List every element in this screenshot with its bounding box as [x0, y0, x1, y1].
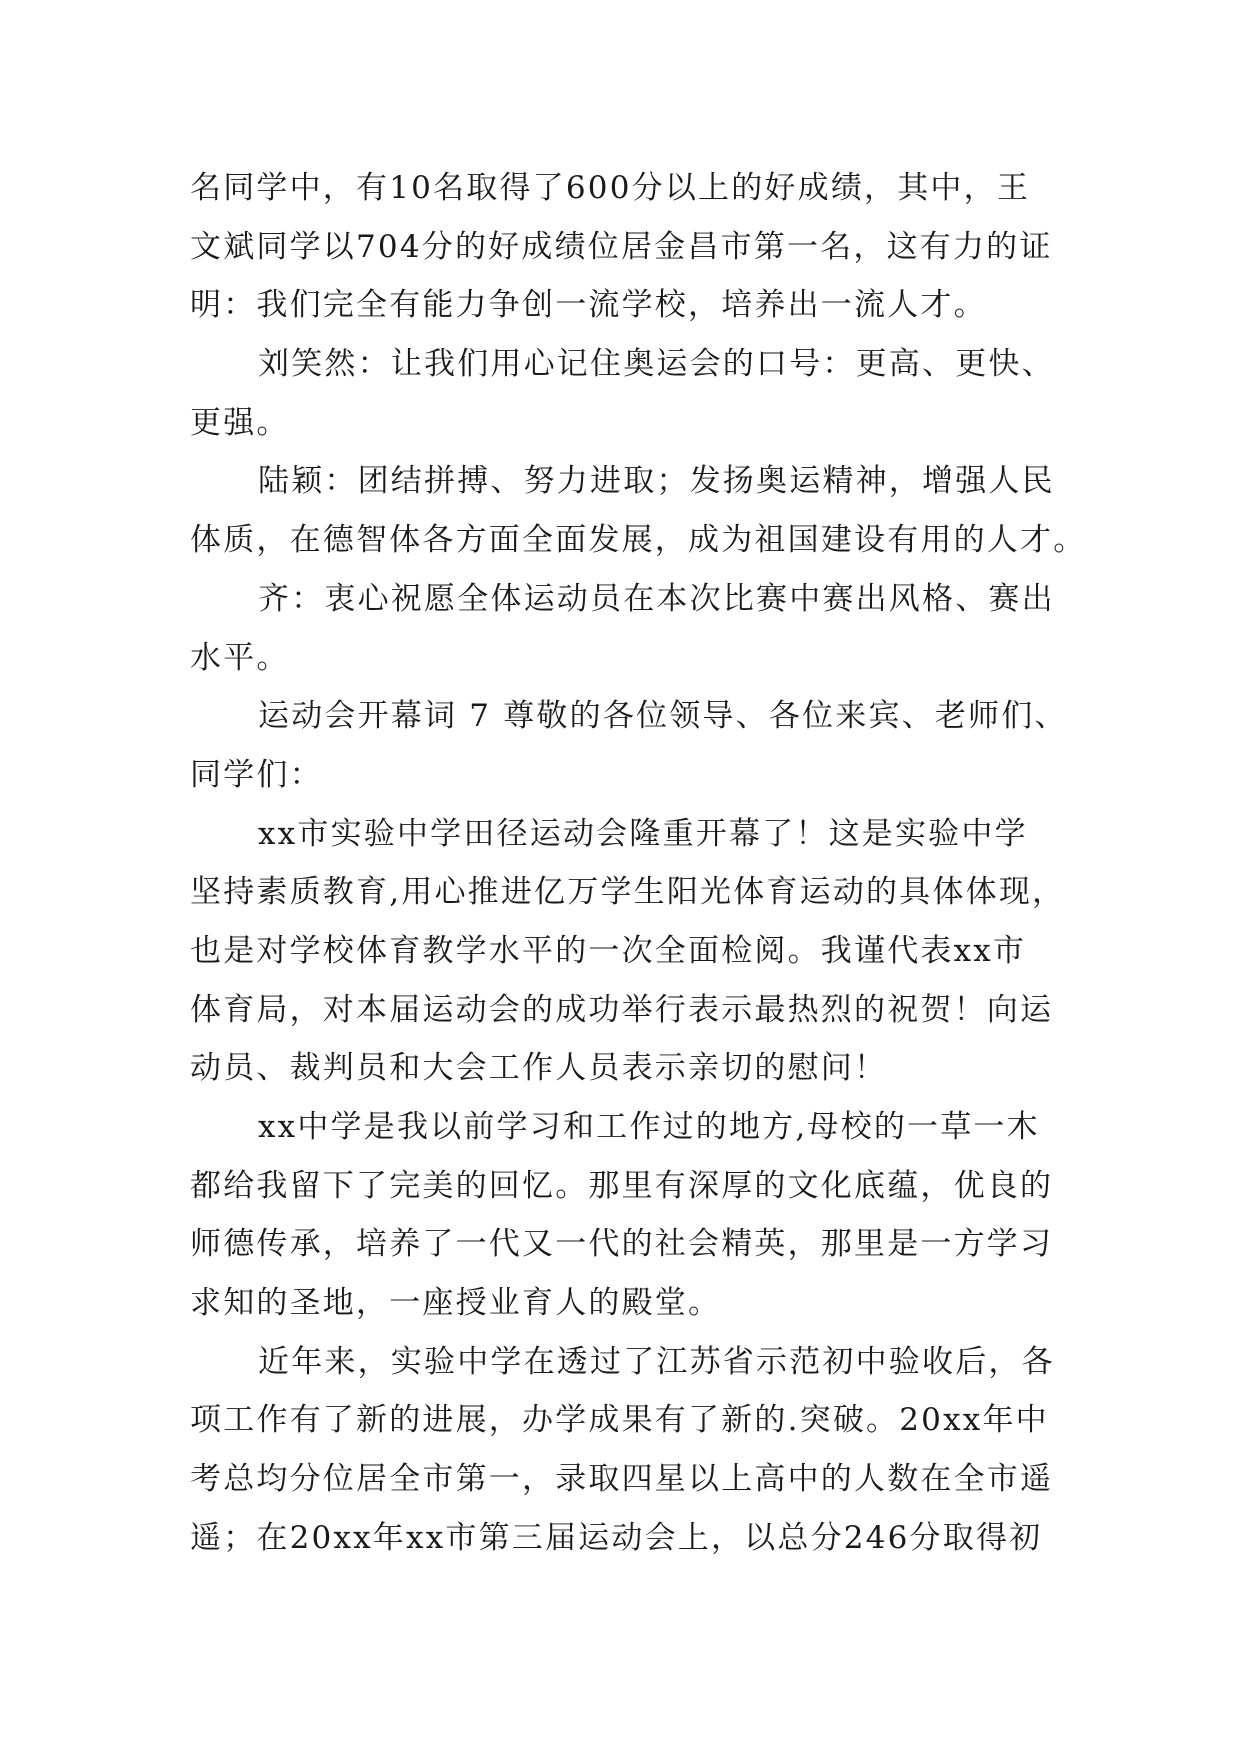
document-line: 动员、裁判员和大会工作人员表示亲切的慰问！: [190, 1050, 888, 1087]
document-line: xx市实验中学田径运动会隆重开幕了！这是实验中学: [258, 815, 1028, 852]
document-line: 运动会开幕词 7 尊敬的各位领导、各位来宾、老师们、: [258, 698, 1068, 735]
document-line: 体育局，对本届运动会的成功举行表示最热烈的祝贺！向运: [190, 991, 1054, 1028]
document-line: 近年来，实验中学在透过了江苏省示范初中验收后，各: [258, 1343, 1055, 1380]
document-line: 也是对学校体育教学水平的一次全面检阅。我谨代表xx市: [190, 932, 1027, 969]
document-line: 项工作有了新的进展，办学成果有了新的.突破。20xx年中: [190, 1402, 1049, 1439]
document-line: 明：我们完全有能力争创一流学校，培养出一流人才。: [190, 287, 987, 324]
document-line: 体质，在德智体各方面全面发展，成为祖国建设有用的人才。: [190, 522, 1087, 559]
document-line: 坚持素质教育,用心推进亿万学生阳光体育运动的具体体现，: [190, 874, 1066, 911]
document-line: 师德传承，培养了一代又一代的社会精英，那里是一方学习: [190, 1226, 1054, 1263]
document-line: 陆颖：团结拼搏、努力进取；发扬奥运精神，增强人民: [258, 463, 1055, 500]
document-line: 水平。: [190, 639, 290, 676]
document-line: 同学们：: [190, 756, 323, 793]
document-line: 更强。: [190, 404, 290, 441]
document-line: 名同学中，有10名取得了600分以上的好成绩，其中，王: [190, 170, 1031, 206]
document-line: 考总均分位居全市第一，录取四星以上高中的人数在全市遥: [190, 1461, 1054, 1498]
document-line: xx中学是我以前学习和工作过的地方,母校的一草一木: [258, 1109, 1040, 1145]
document-line: 刘笑然：让我们用心记住奥运会的口号：更高、更快、: [258, 346, 1055, 383]
document-line: 遥；在20xx年xx市第三届运动会上，以总分246分取得初: [190, 1519, 1043, 1556]
document-line: 求知的圣地，一座授业育人的殿堂。: [190, 1285, 722, 1322]
document-line: 都给我留下了完美的回忆。那里有深厚的文化底蕴，优良的: [190, 1167, 1054, 1204]
document-line: 文斌同学以704分的好成绩位居金昌市第一名，这有力的证: [190, 228, 1053, 265]
document-line: 齐：衷心祝愿全体运动员在本次比赛中赛出风格、赛出: [258, 580, 1055, 617]
document-body: [190, 159, 1087, 1568]
